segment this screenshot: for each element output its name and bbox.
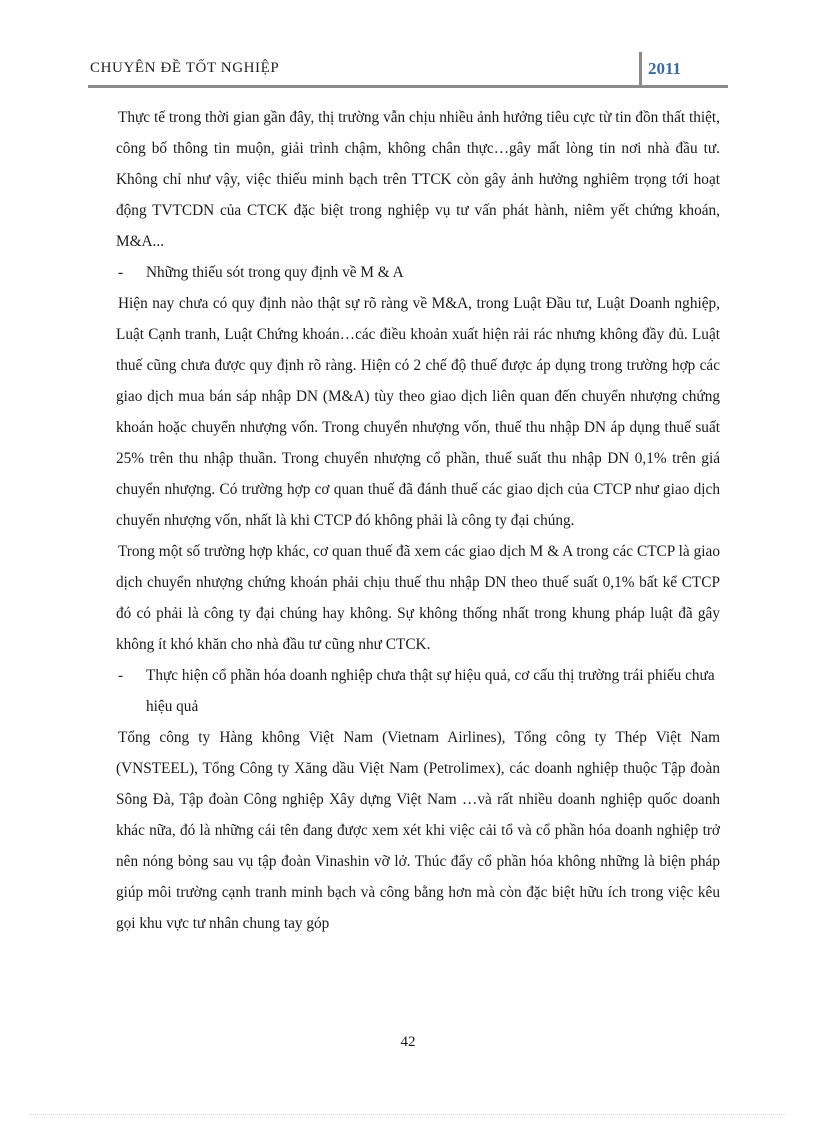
paragraph: Thực tế trong thời gian gần đây, thị trường vẫn chịu nhiều ảnh hưởng tiêu cực từ tin đồn thất thiệt, công bố thông tin muộn, giải trình chậm, không chân thực…gây mất lòng tin nơi nhà đầu tư. Không chỉ như vậy, việc thiếu minh bạch trên TTCK còn gây ảnh hưởng nghiêm trọng tới hoạt động TVTCDN của CTCK đặc biệt trong nghiệp vụ tư vấn phát hành, niêm yết chứng khoán, M&A... — [116, 109, 720, 250]
header-divider — [639, 52, 642, 88]
bullet-item — [116, 660, 720, 722]
bullet-text: Những thiếu sót trong quy định về M & A — [146, 264, 404, 281]
bullet-dash: - — [118, 667, 124, 684]
page-header — [88, 52, 728, 88]
page-number: 42 — [400, 1034, 416, 1050]
bullet-dash: - — [118, 264, 124, 281]
header-year: 2011 — [648, 59, 682, 78]
header-rule — [88, 85, 728, 88]
paragraph: Trong một số trường hợp khác, cơ quan thuế đã xem các giao dịch M & A trong các CTCP là giao dịch chuyển nhượng chứng khoán phải chịu thuế thu nhập DN theo thuế suất 0,1% bất kể CTCP đó có phải là công ty đại chúng hay không. Sự không thống nhất trong khung pháp luật đã gây không ít khó khăn cho nhà đầu tư cũng như CTCK. — [116, 543, 720, 653]
paragraph: Tổng công ty Hàng không Việt Nam (Vietnam Airlines), Tổng công ty Thép Việt Nam (VNSTEEL), Tổng Công ty Xăng dầu Việt Nam (Petrolimex), các doanh nghiệp thuộc Tập đoàn Sông Đà, Tập đoàn Công nghiệp Xây dựng Việt Nam …và rất nhiều doanh nghiệp quốc doanh khác nữa, đó là những cái tên đang được xem xét khi việc cải tổ và cổ phần hóa doanh nghiệp trở nên nóng bỏng sau vụ tập đoàn Vinashin vỡ lở. Thúc đẩy cổ phần hóa không những là biện pháp giúp môi trường cạnh tranh minh bạch và công bằng hơn mà còn đặc biệt hữu ích trong việc kêu gọi khu vực tư nhân chung tay góp — [116, 729, 720, 932]
bullet-text: Thực hiện cổ phần hóa doanh nghiệp chưa thật sự hiệu quả, cơ cấu thị trường trái phiếu chưa hiệu quả — [146, 667, 715, 715]
bullet-item — [116, 257, 720, 288]
paragraph: Hiện nay chưa có quy định nào thật sự rõ ràng về M&A, trong Luật Đầu tư, Luật Doanh nghiệp, Luật Cạnh tranh, Luật Chứng khoán…các điều khoản xuất hiện rải rác nhưng không đầy đủ. Luật thuế cũng chưa được quy định rõ ràng. Hiện có 2 chế độ thuế được áp dụng trong trường hợp các giao dịch mua bán sáp nhập DN (M&A) tùy theo giao dịch liên quan đến chuyển nhượng chứng khoán hoặc chuyển nhượng vốn. Trong chuyển nhượng vốn, thuế thu nhập DN áp dụng thuế suất 25% trên thu nhập thuần. Trong chuyển nhượng cổ phần, thuế suất thu nhập DN 0,1% trên giá chuyển nhượng. Có trường hợp cơ quan thuế đã đánh thuế các giao dịch của CTCP như giao dịch chuyển nhượng vốn, nhất là khi CTCP đó không phải là công ty đại chúng. — [116, 295, 720, 529]
body-text — [116, 102, 720, 939]
footer-divider — [30, 1114, 786, 1115]
header-title: CHUYÊN ĐỀ TỐT NGHIỆP — [90, 60, 280, 76]
